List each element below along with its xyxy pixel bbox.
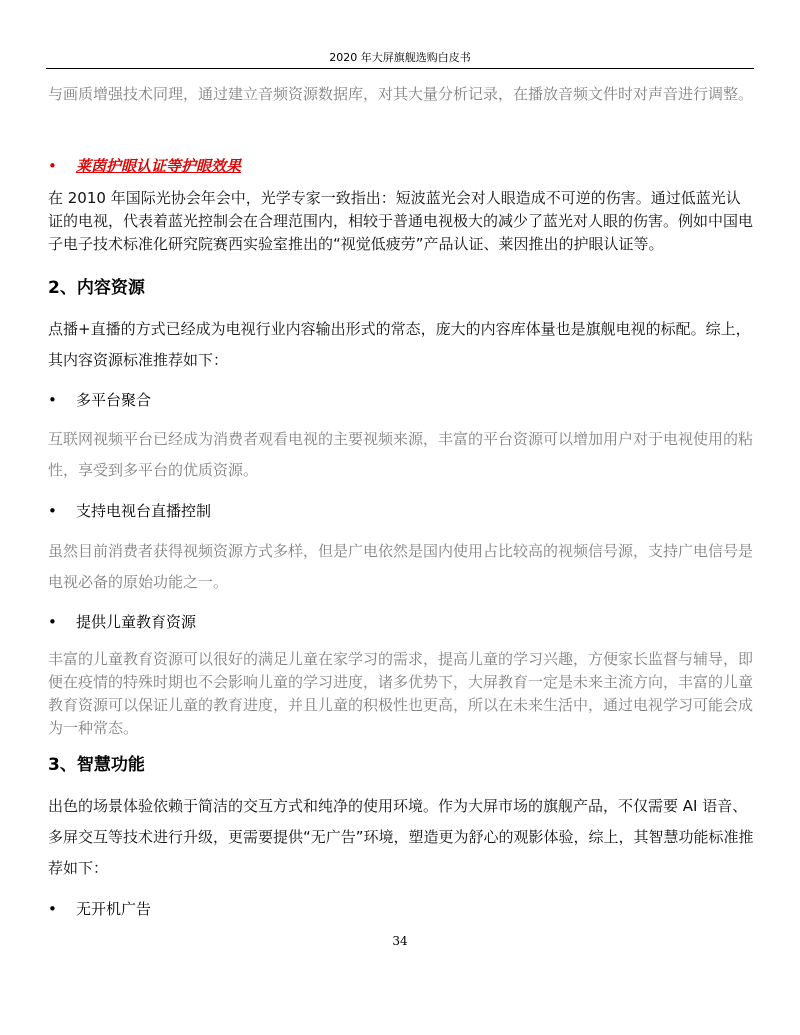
header-divider: [46, 68, 754, 69]
bullet-dot: •: [48, 156, 57, 175]
paragraph-children-education: 丰富的儿童教育资源可以很好的满足儿童在家学习的需求，提高儿童的学习兴趣，方便家长监督与辅导，即便在疫情的特殊时期也不会影响儿童的学习进度，诸多优势下，大屏教育一定是未来主流方向，丰富的儿童教育资源可以保证儿童的教育进度，并且儿童的积极性也更高，所以在未来生活中，通过电视学习可能会成为一种常态。: [48, 650, 754, 737]
paragraph-content-intro: 点播+直播的方式已经成为电视行业内容输出形式的常态，庞大的内容库体量也是旗舰电视的标配。综上，其内容资源标准推荐如下：: [48, 320, 751, 369]
bullet-eye-protection: [48, 155, 241, 176]
page-header-title: 2020 年大屏旗舰选购白皮书: [329, 51, 471, 64]
bullet-no-boot-ads-label: 无开机广告: [76, 900, 152, 918]
bullet-dot: •: [48, 899, 57, 918]
bullet-dot: •: [48, 390, 57, 409]
section-heading-smart-functions: 3、智慧功能: [48, 755, 145, 775]
bullet-children-education-label: 提供儿童教育资源: [76, 613, 197, 631]
bullet-multi-platform-label: 多平台聚合: [76, 391, 152, 409]
page-number: 34: [392, 934, 408, 948]
bullet-tv-live-control: [48, 500, 211, 521]
paragraph-audio-enhancement: 与画质增强技术同理，通过建立音频资源数据库，对其大量分析记录，在播放音频文件时对声音进行调整。: [48, 85, 754, 103]
bullet-children-education: [48, 611, 196, 632]
bullet-tv-live-control-label: 支持电视台直播控制: [76, 502, 212, 520]
bullet-multi-platform: [48, 389, 151, 410]
bullet-no-boot-ads: [48, 898, 151, 919]
paragraph-tv-live-control: 虽然目前消费者获得视频资源方式多样，但是广电依然是国内使用占比较高的视频信号源，支持广电信号是电视必备的原始功能之一。: [48, 542, 754, 591]
paragraph-smart-intro: 出色的场景体验依赖于简洁的交互方式和纯净的使用环境。作为大屏市场的旗舰产品，不仅需要 AI 语音、多屏交互等技术进行升级，更需要提供“无广告”环境，塑造更为舒心的观影体验，综上，其智慧功能标准推荐如下：: [48, 797, 754, 877]
bullet-dot: •: [48, 612, 57, 631]
paragraph-blue-light: 在 2010 年国际光协会年会中，光学专家一致指出：短波蓝光会对人眼造成不可逆的伤害。通过低蓝光认证的电视，代表着蓝光控制会在合理范围内，相较于普通电视极大的减少了蓝光对人眼的伤害。例如中国电子电子技术标准化研究院赛西实验室推出的“视觉低疲劳”产品认证、莱因推出的护眼认证等。: [48, 189, 754, 253]
bullet-eye-protection-label: 莱茵护眼认证等护眼效果: [76, 157, 242, 175]
paragraph-multi-platform: 互联网视频平台已经成为消费者观看电视的主要视频来源，丰富的平台资源可以增加用户对于电视使用的粘性，享受到多平台的优质资源。: [48, 430, 754, 479]
bullet-dot: •: [48, 501, 57, 520]
section-heading-content-resources: 2、内容资源: [48, 278, 145, 298]
